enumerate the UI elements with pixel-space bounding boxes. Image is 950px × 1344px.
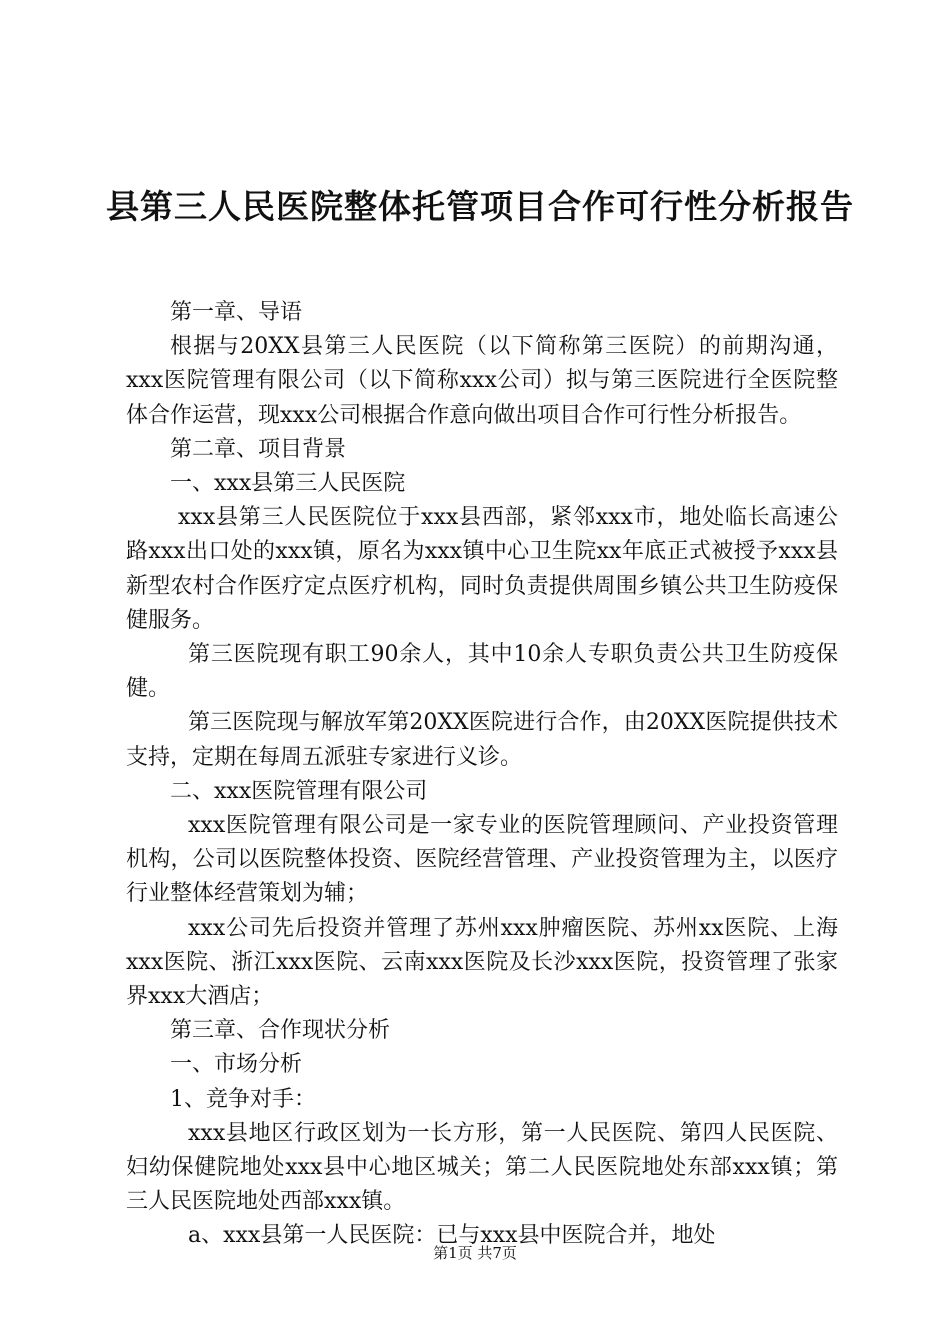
- body-paragraph: 根据与20XX县第三人民医院（以下简称第三医院）的前期沟通，xxx医院管理有限公司（以下简称xxx公司）拟与第三医院进行全医院整体合作运营，现xxx公司根据合作意向做出项目合作可行性分析报告。: [126, 334, 838, 428]
- subsection-heading: 1、竞争对手：: [170, 1086, 316, 1112]
- document-title: 县第三人民医院整体托管项目合作可行性分析报告: [106, 187, 854, 226]
- body-paragraph: 第三医院现有职工90余人，其中10余人专职负责公共卫生防疫保健。: [126, 642, 838, 702]
- body-paragraph: a、xxx县第一人民医院：已与xxx县中医院合并，地处: [188, 1223, 716, 1249]
- body-paragraph: xxx医院管理有限公司是一家专业的医院管理顾问、产业投资管理机构，公司以医院整体投资、医院经营管理、产业投资管理为主，以医疗行业整体经营策划为辅；: [126, 813, 838, 907]
- section-heading: 一、市场分析: [170, 1052, 303, 1078]
- document-body: [126, 296, 838, 1254]
- chapter-heading: 第二章、项目背景: [170, 436, 347, 462]
- page-footer: 第1页 共7页: [433, 1244, 517, 1262]
- chapter-heading: 第一章、导语: [170, 300, 303, 325]
- section-heading: 二、xxx医院管理有限公司: [170, 778, 428, 804]
- body-paragraph: xxx公司先后投资并管理了苏州xxx肿瘤医院、苏州xx医院、上海xxx医院、浙江xxx医院、云南xxx医院及长沙xxx医院，投资管理了张家界xxx大酒店；: [126, 915, 838, 1010]
- body-paragraph: xxx县第三人民医院位于xxx县西部，紧邻xxx市，地处临长高速公路xxx出口处的xxx镇，原名为xxx镇中心卫生院xx年底正式被授予xxx县新型农村合作医疗定点医疗机构，同时负责提供周围乡镇公共卫生防疫保健服务。: [126, 505, 838, 633]
- chapter-heading: 第三章、合作现状分析: [170, 1018, 391, 1044]
- section-heading: 一、xxx县第三人民医院: [170, 471, 406, 497]
- body-paragraph: xxx县地区行政区划为一长方形，第一人民医院、第四人民医院、妇幼保健院地处xxx县中心地区城关；第二人民医院地处东部xxx镇；第三人民医院地处西部xxx镇。: [126, 1120, 838, 1215]
- body-paragraph: 第三医院现与解放军第20XX医院进行合作，由20XX医院提供技术支持，定期在每周五派驻专家进行义诊。: [126, 710, 838, 770]
